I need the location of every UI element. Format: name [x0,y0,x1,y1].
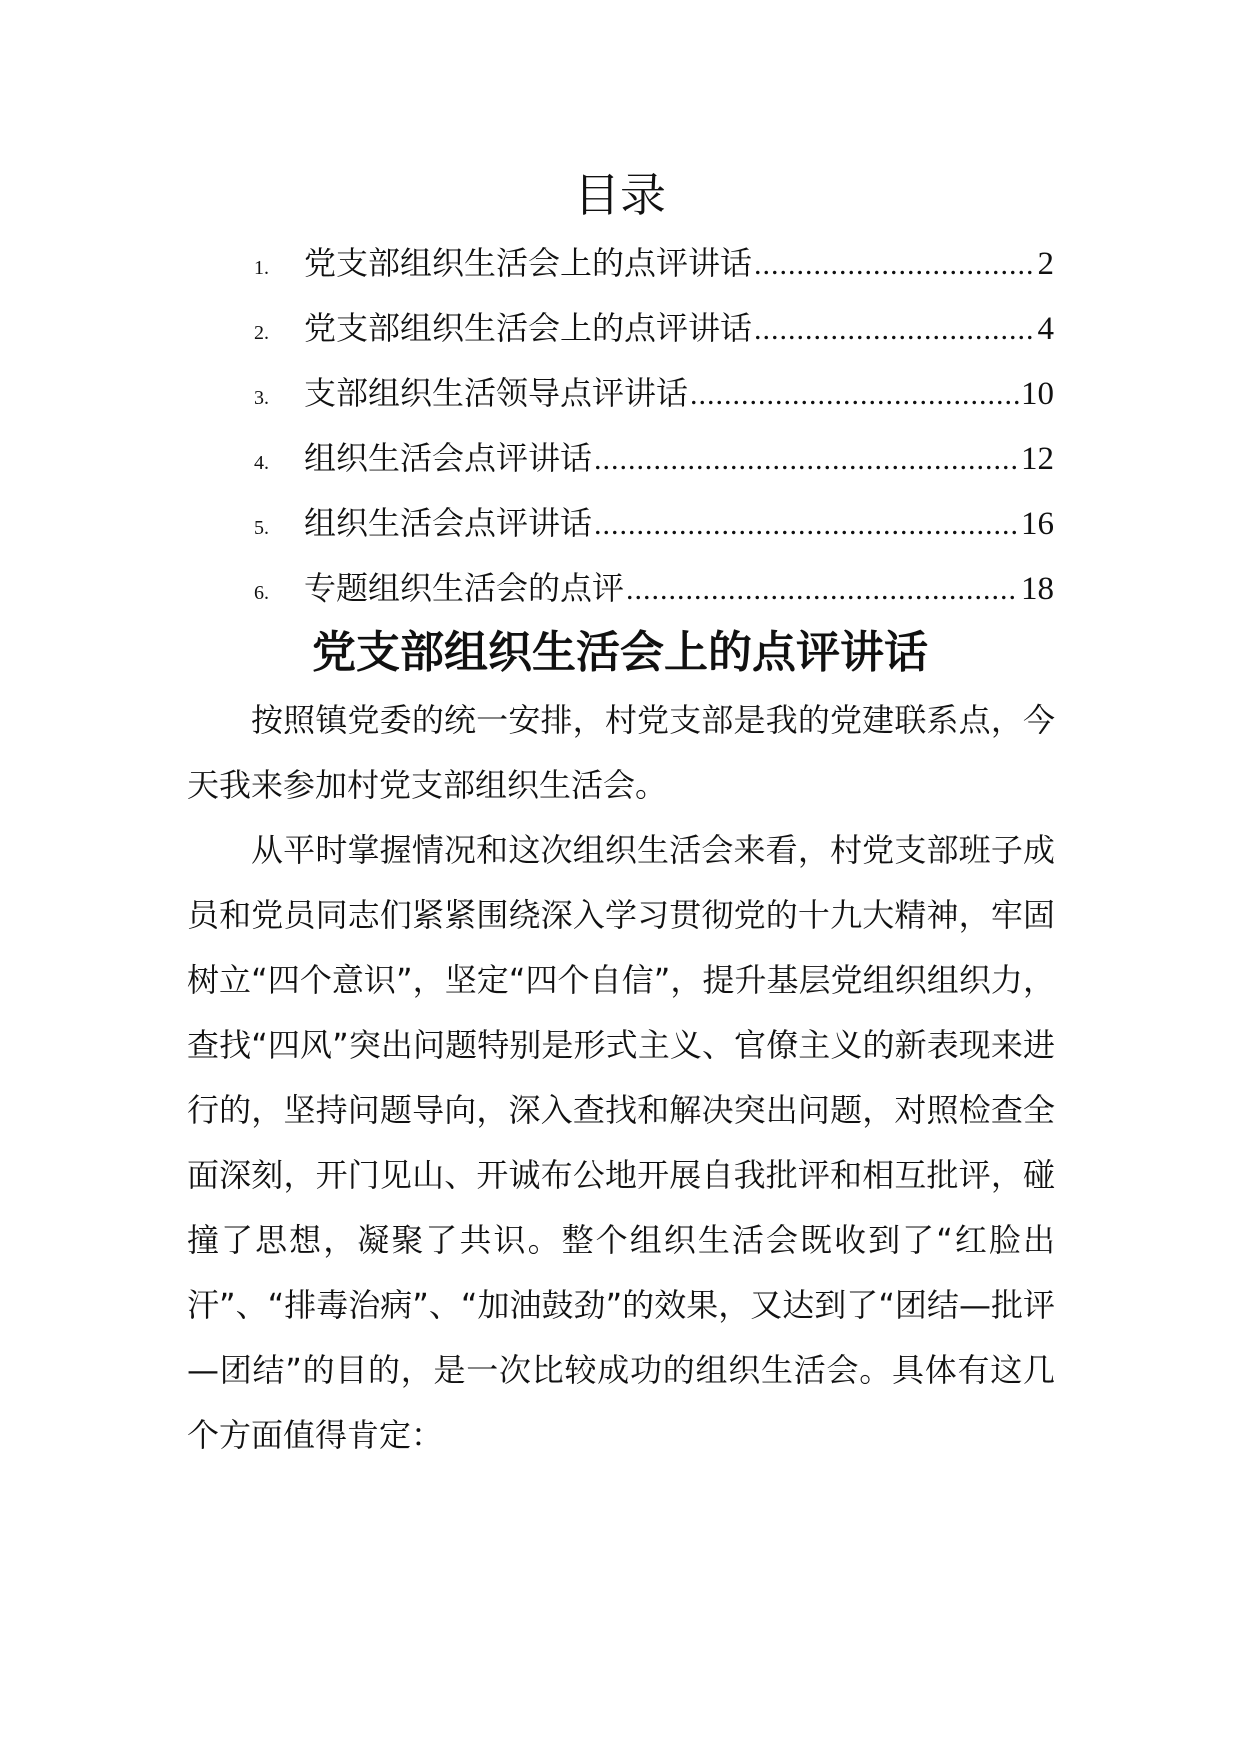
toc-entry-text: 党支部组织生活会上的点评讲话 [304,309,753,347]
toc-dot-leader [594,437,1019,483]
toc-dot-leader [754,242,1035,288]
toc-entry-number: 4. [254,452,269,474]
toc-entry-page: 18 [1021,571,1054,607]
toc-entry-text: 组织生活会点评讲话 [304,439,593,477]
toc-entry-text: 专题组织生活会的点评 [304,569,625,607]
toc-entry-page: 12 [1021,441,1054,477]
body-paragraph: 按照镇党委的统一安排，村党支部是我的党建联系点，今天我来参加村党支部组织生活会。 [187,701,1055,804]
toc-entry-text: 组织生活会点评讲话 [304,504,593,542]
toc-entry[interactable] [254,435,1054,500]
toc-entry[interactable] [254,305,1054,370]
table-of-contents [254,240,1054,630]
toc-dot-leader [626,567,1019,613]
toc-entry-number: 6. [254,582,269,604]
toc-entry-number: 2. [254,322,269,344]
body-paragraph: 从平时掌握情况和这次组织生活会来看，村党支部班子成员和党员同志们紧紧围绕深入学习贯彻党的十九大精神，牢固树立“四个意识”，坚定“四个自信”，提升基层党组织组织力，查找“四风”突出问题特别是形式主义、官僚主义的新表现来进行的，坚持问题导向，深入查找和解决突出问题，对照检查全面深刻，开门见山、开诚布公地开展自我批评和相互批评，碰撞了思想，凝聚了共识。整个组织生活会既收到了“红脸出汗”、“排毒治病”、“加油鼓劲”的效果，又达到了“团结—批评—团结”的目的，是一次比较成功的组织生活会。具体有这几个方面值得肯定： [187,831,1055,1454]
toc-entry-number: 1. [254,257,269,279]
toc-dot-leader [754,307,1035,353]
toc-title: 目录 [574,168,666,222]
toc-entry[interactable] [254,240,1054,305]
toc-entry-page: 16 [1021,506,1054,542]
toc-dot-leader [594,502,1019,548]
toc-entry[interactable] [254,370,1054,435]
article-title: 党支部组织生活会上的点评讲话 [312,627,928,678]
toc-entry-page: 10 [1021,376,1054,412]
toc-entry[interactable] [254,500,1054,565]
toc-entry-number: 5. [254,517,269,539]
article-body [187,688,1055,1468]
toc-entry-text: 党支部组织生活会上的点评讲话 [304,244,753,282]
toc-dot-leader [690,372,1019,418]
toc-entry-page: 2 [1037,246,1054,282]
toc-entry-number: 3. [254,387,269,409]
toc-entry-page: 4 [1037,311,1054,347]
toc-entry-text: 支部组织生活领导点评讲话 [304,374,689,412]
